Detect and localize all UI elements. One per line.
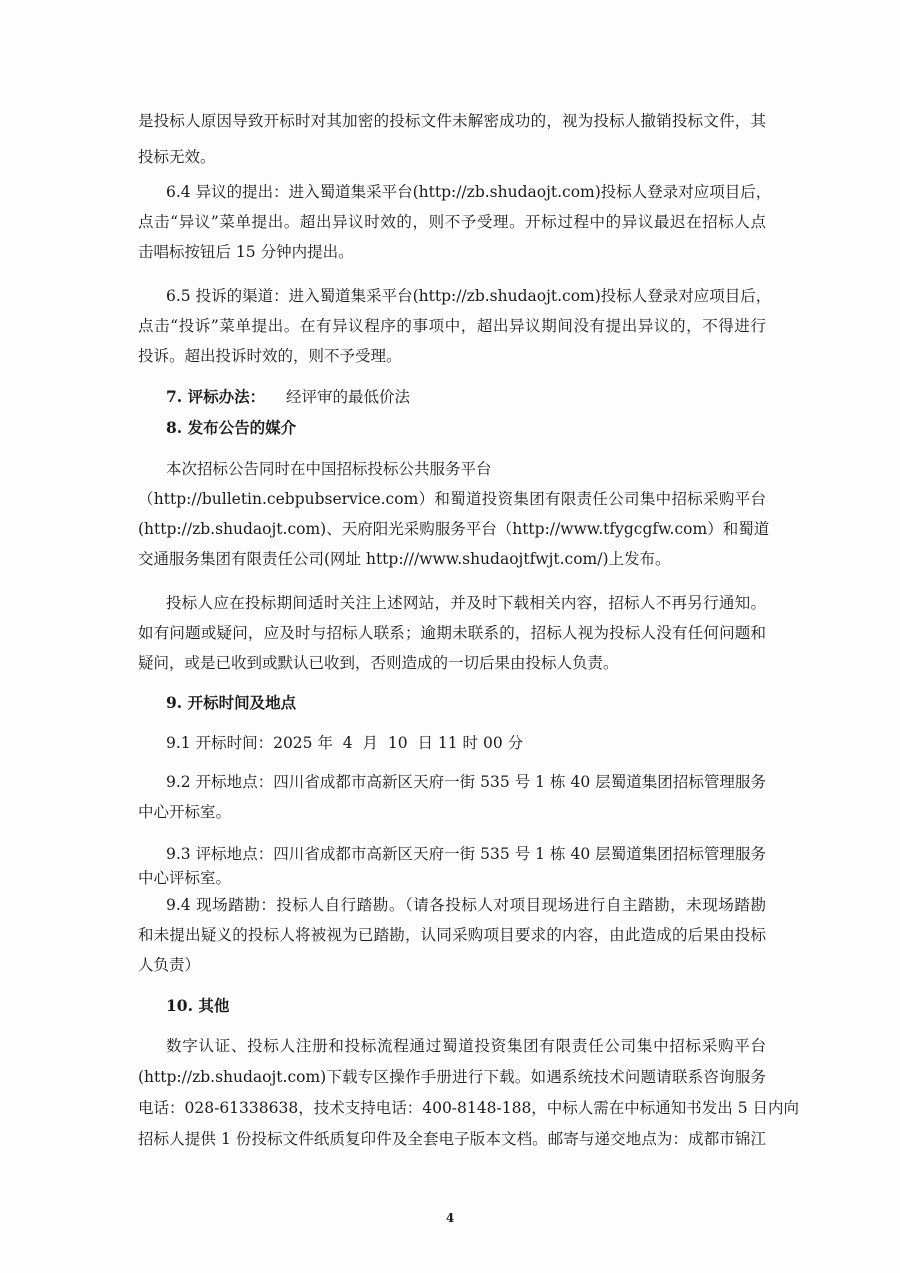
s9-2-line-1: 9.2 开标地点：四川省成都市高新区天府一街 535 号 1 栋 40 层蜀道集团招标管理服务 [166,773,766,791]
section-9-title: 9. 开标时间及地点 [166,693,297,712]
s8-line-2: （http://bulletin.cebpubservice.com）和蜀道投资集团有限责任公司集中招标采购平台 [138,490,766,508]
s10-line-4: 招标人提供 1 份投标文件纸质复印件及全套电子版本文档。邮寄与递交地点为：成都市锦江 [138,1130,766,1148]
s9-4-line-2: 和未提出疑义的投标人将被视为已踏勘，认同采购项目要求的内容，由此造成的后果由投标 [138,926,766,944]
intro-line-1: 是投标人原因导致开标时对其加密的投标文件未解密成功的，视为投标人撤销投标文件，其 [138,112,766,130]
s9-1-line: 9.1 开标时间：2025 年 4 月 10 日 11 时 00 分 [166,734,524,752]
s6-5-line-1: 6.5 投诉的渠道：进入蜀道集采平台(http://zb.shudaojt.com)投标人登录对应项目后， [166,287,772,305]
s6-5-line-3: 投诉。超出投诉时效的，则不予受理。 [138,347,402,365]
s9-3-line-1: 9.3 评标地点：四川省成都市高新区天府一街 535 号 1 栋 40 层蜀道集团招标管理服务 [166,845,766,863]
s9-4-line-1: 9.4 现场踏勘：投标人自行踏勘。（请各投标人对项目现场进行自主踏勘，未现场踏勘 [166,896,766,914]
section-7-value: 经评审的最低价法 [286,388,411,406]
section-10-title: 10. 其他 [166,996,230,1015]
s10-line-1: 数字认证、投标人注册和投标流程通过蜀道投资集团有限责任公司集中招标采购平台 [166,1037,766,1055]
notice-line-2: 如有问题或疑问，应及时与招标人联系；逾期未联系的，招标人视为投标人没有任何问题和 [138,624,766,642]
s10-line-3: 电话：028-61338638，技术支持电话：400-8148-188，中标人需在中标通知书发出 5 日内向 [138,1099,800,1117]
s10-line-2: (http://zb.shudaojt.com)下载专区操作手册进行下载。如遇系统技术问题请联系咨询服务 [138,1068,766,1086]
s6-4-line-2: 点击“异议”菜单提出。超出异议时效的，则不予受理。开标过程中的异议最迟在招标人点 [138,213,766,231]
section-8-title: 8. 发布公告的媒介 [166,418,297,437]
section-7-title: 7. 评标办法： [166,387,266,406]
s9-2-line-2: 中心开标室。 [138,803,232,821]
s8-line-4: 交通服务集团有限责任公司(网址 http:///www.shudaojtfwjt.com/)上发布。 [138,550,671,568]
s9-3-line-2: 中心评标室。 [138,869,232,887]
s8-line-3: (http://zb.shudaojt.com)、天府阳光采购服务平台（http://www.tfygcgfw.com）和蜀道 [138,520,770,538]
s8-line-1: 本次招标公告同时在中国招标投标公共服务平台 [166,460,492,478]
notice-line-1: 投标人应在投标期间适时关注上述网站，并及时下载相关内容，招标人不再另行通知。 [166,594,766,612]
s6-5-line-2: 点击“投诉”菜单提出。在有异议程序的事项中，超出异议期间没有提出异议的，不得进行 [138,317,766,335]
s6-4-line-3: 击唱标按钮后 15 分钟内提出。 [138,243,354,261]
notice-line-3: 疑问，或是已收到或默认已收到，否则造成的一切后果由投标人负责。 [138,654,619,672]
s9-4-line-3: 人负责） [138,956,201,974]
intro-line-2: 投标无效。 [138,148,216,166]
s6-4-line-1: 6.4 异议的提出：进入蜀道集采平台(http://zb.shudaojt.com)投标人登录对应项目后， [166,183,772,201]
page-number: 4 [445,1211,455,1225]
